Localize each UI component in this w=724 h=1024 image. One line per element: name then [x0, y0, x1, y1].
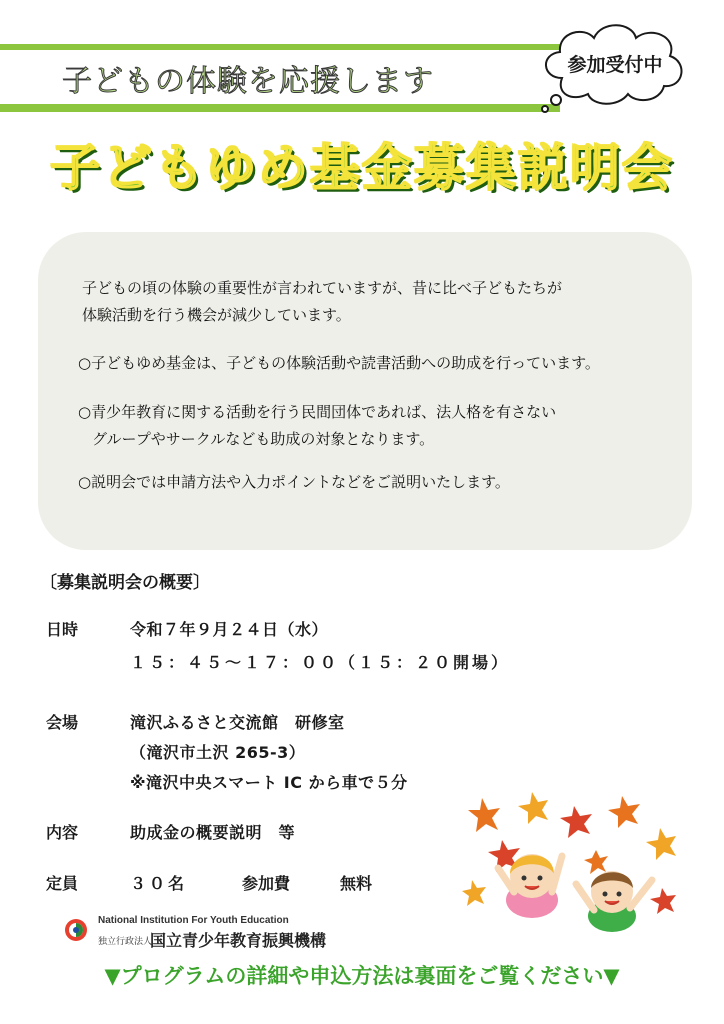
content-value: 助成金の概要説明 等 [130, 823, 296, 842]
intro-line-1: 子どもの頃の体験の重要性が言われていますが、昔に比べ子どもたちが [82, 279, 563, 297]
footer-note: ▼プログラムの詳細や申込方法は裏面をご覧ください▼ [104, 964, 620, 988]
logo-japanese-name: 国立青少年教育振興機構 [150, 931, 327, 950]
venue-value: 滝沢ふるさと交流館 研修室 [130, 713, 345, 732]
logo-org-type: 独立行政法人 [98, 937, 153, 947]
bullet-session-content: ○説明会では申請方法や入力ポイントなどをご説明いたします。 [78, 473, 510, 491]
intro-text [82, 275, 562, 329]
venue-access: ※滝沢中央スマート IC から車で５分 [130, 773, 408, 792]
boy-icon [576, 871, 652, 932]
bullet-eligibility [78, 399, 556, 453]
intro-line-2: 体験活動を行う機会が減少しています。 [82, 306, 351, 324]
logo-english-name: National Institution For Youth Education [98, 915, 289, 926]
page-title: 子どもゆめ基金募集説明会 [50, 139, 674, 197]
venue-address: （滝沢市土沢 265-3） [130, 743, 306, 762]
date-label: 日時 [46, 620, 79, 639]
header-top-bar [0, 44, 560, 50]
bullet-eligibility-line-2: グループやサークルなども助成の対象となります。 [92, 430, 435, 448]
venue-label: 会場 [46, 713, 79, 732]
fee-value: 無料 [340, 874, 373, 893]
bullet-fund-purpose: ○子どもゆめ基金は、子どもの体験活動や読書活動への助成を行っています。 [78, 354, 600, 372]
capacity-value: ３０名 [130, 874, 188, 893]
niye-logo-icon [64, 918, 88, 942]
bullet-eligibility-line-1: ○青少年教育に関する活動を行う民間団体であれば、法人格を有さない [78, 403, 557, 421]
children-autumn-leaves-illustration [462, 788, 682, 938]
date-value: 令和７年９月２４日（水） [130, 620, 329, 639]
registration-open-badge: 参加受付中 [567, 54, 663, 76]
capacity-label: 定員 [46, 874, 79, 893]
time-value: １５：４５～１７：００（１５：２０開場） [130, 653, 511, 672]
tagline: 子どもの体験を応援します [62, 64, 434, 99]
overview-heading: 〔募集説明会の概要〕 [40, 573, 210, 593]
content-label: 内容 [46, 823, 79, 842]
fee-label: 参加費 [242, 874, 291, 893]
header-bottom-bar [0, 104, 560, 112]
